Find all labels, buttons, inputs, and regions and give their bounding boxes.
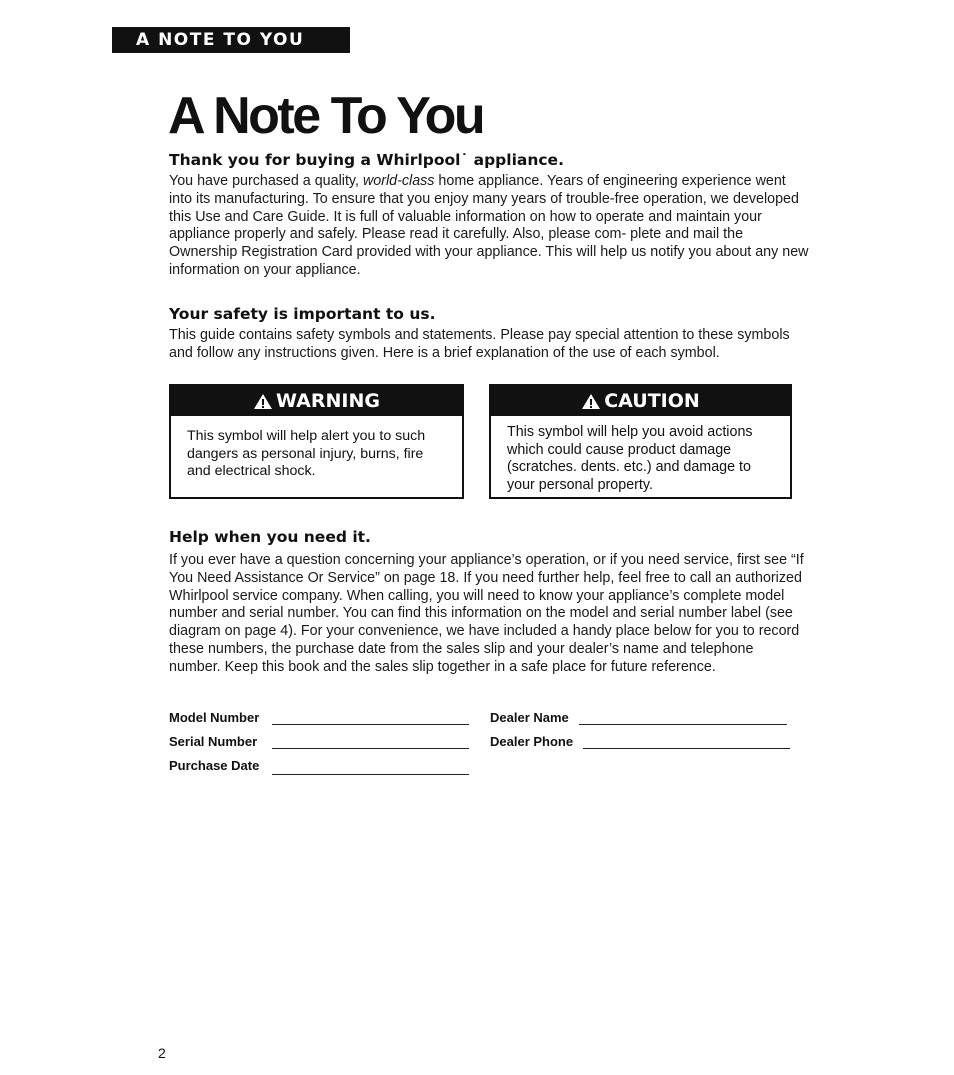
- model-number-label: Model Number: [169, 710, 260, 725]
- caution-header: [491, 386, 790, 416]
- page-title: A Note To You: [168, 87, 484, 145]
- warning-label: WARNING: [276, 390, 380, 412]
- warning-triangle-icon: [253, 393, 273, 410]
- serial-number-line[interactable]: [272, 748, 469, 749]
- section-tab: A NOTE TO YOU: [112, 27, 350, 53]
- safety-paragraph: This guide contains safety symbols and statements. Please pay special attention to these symbols and follow any instructions given. Here is a brief explanation of the use of each symbol.: [169, 327, 790, 361]
- caution-text: This symbol will help you avoid actions which could cause product damage (scratches. dents. etc.) and damage to your personal property.: [507, 424, 753, 493]
- caution-label: CAUTION: [604, 390, 700, 412]
- dealer-name-label: Dealer Name: [490, 710, 569, 725]
- warning-header: [171, 386, 462, 416]
- serial-number-label: Serial Number: [169, 734, 258, 749]
- caution-box: [489, 384, 792, 499]
- purchase-date-line[interactable]: [272, 774, 469, 775]
- dealer-phone-line[interactable]: [583, 748, 790, 749]
- thanks-paragraph: [169, 173, 809, 280]
- help-heading: Help when you need it.: [169, 528, 371, 546]
- purchase-date-label: Purchase Date: [169, 758, 260, 773]
- thanks-emphasis: world-class: [362, 173, 435, 189]
- safety-heading: Your safety is important to us.: [169, 305, 436, 323]
- model-number-line[interactable]: [272, 724, 469, 725]
- warning-triangle-icon: [581, 393, 601, 410]
- dealer-name-line[interactable]: [579, 724, 787, 725]
- thanks-text-end: home appliance. Years of engineering experience went into its manufacturing. To ensure that you enjoy many years of trouble-free operation, we developed this Use and Care Guide. It is full of valuable information on how to operate and maintain your appliance properly and safely. Please read it carefully. Also, please com- plete and mail the Ownership Registration Card provided with your appliance. This will help us notify you about any new information on your appliance.: [169, 173, 809, 278]
- thanks-text-start: You have purchased a quality,: [169, 173, 363, 189]
- thanks-heading: Thank you for buying a Whirlpool˙ appliance.: [169, 151, 564, 169]
- dealer-phone-label: Dealer Phone: [490, 734, 574, 749]
- page-number: 2: [158, 1045, 166, 1061]
- warning-box: [169, 384, 464, 499]
- help-paragraph: If you ever have a question concerning your appliance’s operation, or if you need service, first see “If You Need Assistance Or Service” on page 18. If you need further help, feel free to call an authorized Whirlpool service company. When calling, you will need to know your appliance’s complete model number and serial number. You can find this information on the model and serial number label (see diagram on page 4). For your convenience, we have included a handy place below for you to record these numbers, the purchase date from the sales slip and your dealer’s name and telephone number. Keep this book and the sales slip together in a safe place for future reference.: [169, 552, 804, 675]
- warning-text: This symbol will help alert you to such dangers as personal injury, burns, fire and electrical shock.: [187, 428, 426, 479]
